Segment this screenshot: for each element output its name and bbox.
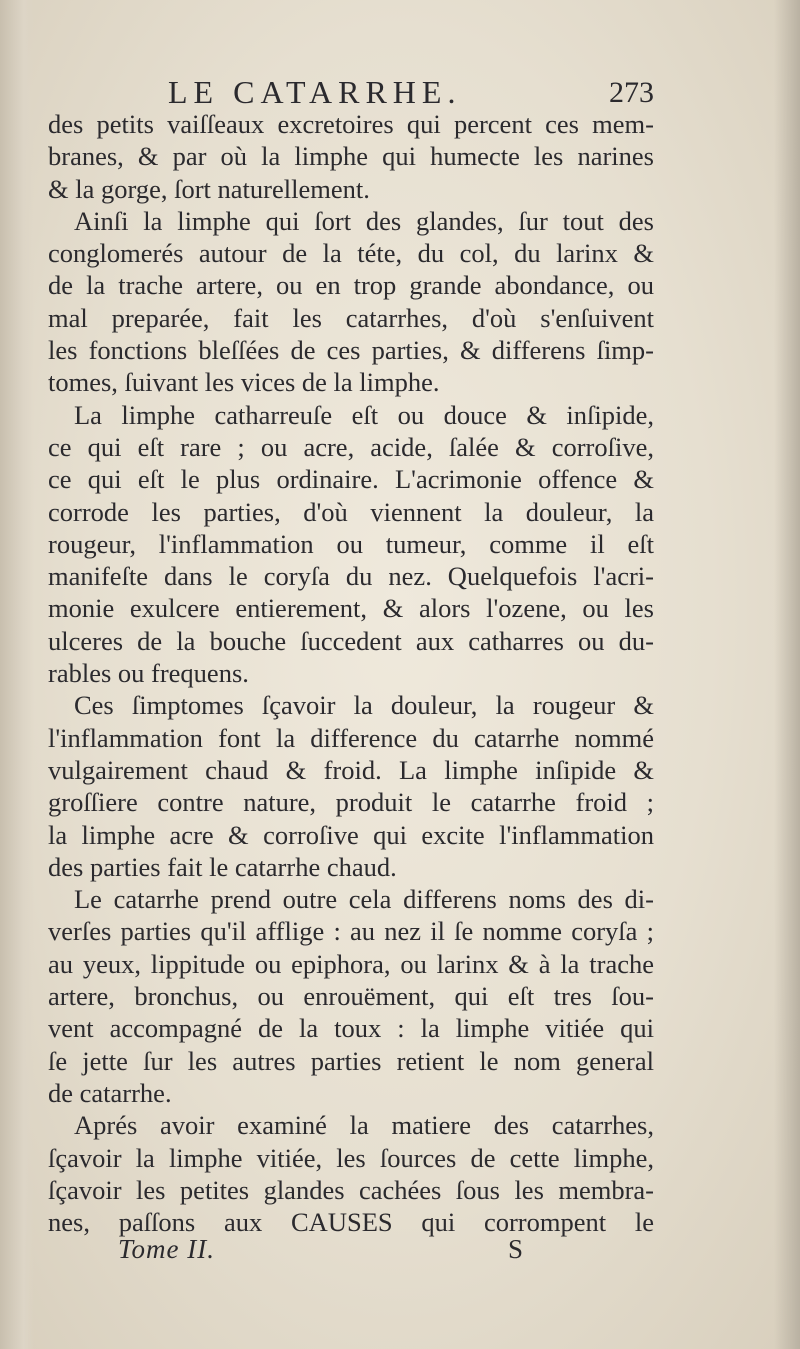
running-head bbox=[48, 72, 654, 112]
text-line: ſe jette ſur les autres parties retient le nom general bbox=[48, 1045, 654, 1076]
text-line: les fonctions bleſſées de ces parties, & differens ſimp- bbox=[48, 335, 654, 366]
text-line: groſſiere contre nature, produit le catarrhe froid ; bbox=[48, 787, 654, 818]
volume-label: Tome II. bbox=[118, 1234, 216, 1264]
text-line: monie exulcere entierement, & alors l'ozene, ou les bbox=[48, 593, 654, 624]
text-line: vent accompagné de la toux : la limphe vitiée qui bbox=[48, 1013, 654, 1044]
text-line: tomes, ſuivant les vices de la limphe. bbox=[48, 367, 440, 398]
page-gutter-shadow bbox=[0, 0, 34, 1349]
text-line: de catarrhe. bbox=[48, 1077, 172, 1108]
text-line: nes, paſſons aux CAUSES qui corrompent le bbox=[48, 1207, 654, 1238]
text-line: Ces ſimptomes ſçavoir la douleur, la rougeur & bbox=[74, 690, 654, 721]
text-line: des petits vaiſſeaux excretoires qui percent ces mem- bbox=[48, 109, 654, 139]
text-line: artere, bronchus, ou enrouëment, qui eſt tres ſou- bbox=[48, 981, 654, 1012]
text-line: La limphe catharreuſe eſt ou douce & inſipide, bbox=[74, 399, 654, 430]
text-line: ſçavoir la limphe vitiée, les ſources de cette limphe, bbox=[48, 1142, 654, 1173]
text-line: ulceres de la bouche ſuccedent aux catharres ou du- bbox=[48, 625, 654, 656]
text-line: vulgairement chaud & froid. La limphe inſipide & bbox=[48, 754, 654, 785]
page-footer bbox=[48, 1232, 654, 1268]
text-line: ce qui eſt le plus ordinaire. L'acrimonie offence & bbox=[48, 464, 654, 495]
text-line: rables ou frequens. bbox=[48, 658, 249, 689]
text-line: de la trache artere, ou en trop grande abondance, ou bbox=[48, 270, 654, 301]
text-line: branes, & par où la limphe qui humecte les narines bbox=[48, 141, 654, 172]
text-line: la limphe acre & corroſive qui excite l'inflammation bbox=[48, 819, 654, 850]
text-line: conglomerés autour de la téte, du col, du larinx & bbox=[48, 238, 654, 269]
text-line: & la gorge, ſort naturellement. bbox=[48, 173, 370, 204]
text-line: au yeux, lippitude ou epiphora, ou larinx & à la trache bbox=[48, 948, 654, 979]
page-number: 273 bbox=[609, 76, 654, 109]
text-line: corrode les parties, d'où viennent la douleur, la bbox=[48, 496, 654, 527]
text-line: l'inflammation font la difference du catarrhe nommé bbox=[48, 722, 654, 753]
page-edge-shadow bbox=[774, 0, 800, 1349]
body-text bbox=[48, 108, 654, 1238]
text-line: Ainſi la limphe qui ſort des glandes, ſur tout des bbox=[74, 205, 654, 236]
text-line: verſes parties qu'il afflige : au nez il ſe nomme coryſa ; bbox=[48, 916, 654, 947]
text-line: Aprés avoir examiné la matiere des catarrhes, bbox=[74, 1110, 654, 1141]
signature-mark: S bbox=[508, 1234, 524, 1264]
text-line: ſçavoir les petites glandes cachées ſous les membra- bbox=[48, 1174, 654, 1205]
text-line: ce qui eſt rare ; ou acre, acide, ſalée & corroſive, bbox=[48, 431, 654, 462]
text-line: rougeur, l'inflammation ou tumeur, comme il eſt bbox=[48, 528, 654, 559]
text-line: des parties fait le catarrhe chaud. bbox=[48, 851, 397, 882]
text-line: Le catarrhe prend outre cela differens noms des di- bbox=[74, 884, 654, 915]
text-line: mal preparée, fait les catarrhes, d'où s'enſuivent bbox=[48, 302, 654, 333]
running-title: LE CATARRHE. bbox=[168, 74, 462, 110]
text-line: manifeſte dans le coryſa du nez. Quelquefois l'acri- bbox=[48, 561, 654, 592]
